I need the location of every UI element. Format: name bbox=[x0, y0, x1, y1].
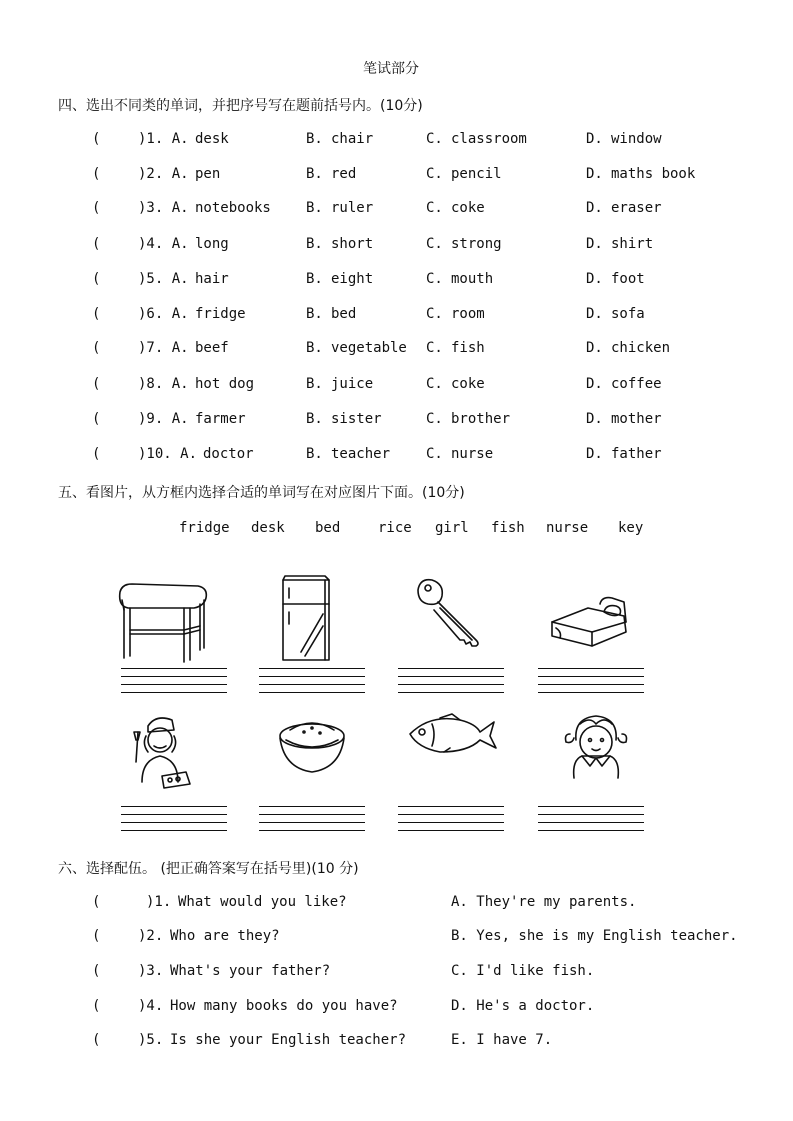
word-key: key bbox=[618, 520, 644, 536]
option-d-label: D. bbox=[586, 340, 603, 356]
option-a: doctor bbox=[203, 446, 254, 462]
answer-bracket[interactable]: ( bbox=[92, 131, 101, 147]
fridge-picture bbox=[279, 574, 335, 664]
option-c: fish bbox=[451, 340, 485, 356]
option-d-label: D. bbox=[586, 411, 603, 427]
option-c-label: C. bbox=[426, 376, 443, 392]
answer-lines-6[interactable] bbox=[259, 806, 365, 838]
question-number: )3. bbox=[138, 963, 164, 979]
option-b: ruler bbox=[331, 200, 374, 216]
answer-option: C. I'd like fish. bbox=[451, 963, 595, 979]
option-b-label: B. bbox=[306, 166, 323, 182]
question-text: What's your father? bbox=[170, 963, 331, 979]
option-d-label: D. bbox=[586, 306, 603, 322]
question-number: )1. bbox=[146, 894, 172, 910]
option-b-label: B. bbox=[306, 236, 323, 252]
answer-lines-2[interactable] bbox=[259, 668, 365, 700]
question-number: )8. A. bbox=[138, 376, 189, 392]
question-text: Is she your English teacher? bbox=[170, 1032, 407, 1048]
option-a: beef bbox=[195, 340, 229, 356]
word-bed: bed bbox=[315, 520, 341, 536]
nurse-picture bbox=[128, 712, 194, 792]
answer-bracket[interactable]: ( bbox=[92, 236, 101, 252]
page-title: 笔试部分 bbox=[363, 61, 419, 77]
answer-bracket[interactable]: ( bbox=[92, 411, 101, 427]
option-b: juice bbox=[331, 376, 374, 392]
option-c-label: C. bbox=[426, 200, 443, 216]
option-b-label: B. bbox=[306, 131, 323, 147]
option-b: vegetable bbox=[331, 340, 407, 356]
option-b-label: B. bbox=[306, 306, 323, 322]
answer-bracket[interactable]: ( bbox=[92, 998, 101, 1014]
option-c-label: C. bbox=[426, 166, 443, 182]
option-d: shirt bbox=[611, 236, 654, 252]
option-d: maths book bbox=[611, 166, 696, 182]
option-a: desk bbox=[195, 131, 229, 147]
option-d: eraser bbox=[611, 200, 662, 216]
answer-bracket[interactable]: ( bbox=[92, 1032, 101, 1048]
option-d: sofa bbox=[611, 306, 645, 322]
option-b-label: B. bbox=[306, 411, 323, 427]
rice-picture bbox=[276, 718, 348, 776]
question-number: )2. A. bbox=[138, 166, 189, 182]
option-c: nurse bbox=[451, 446, 494, 462]
option-a: hot dog bbox=[195, 376, 255, 392]
word-fish: fish bbox=[491, 520, 525, 536]
option-a: long bbox=[195, 236, 229, 252]
answer-bracket[interactable]: ( bbox=[92, 446, 101, 462]
word-fridge: fridge bbox=[179, 520, 230, 536]
question-text: How many books do you have? bbox=[170, 998, 398, 1014]
key-picture bbox=[414, 576, 486, 650]
option-d-label: D. bbox=[586, 271, 603, 287]
option-d: chicken bbox=[611, 340, 671, 356]
option-c: coke bbox=[451, 200, 485, 216]
answer-bracket[interactable]: ( bbox=[92, 963, 101, 979]
option-d: foot bbox=[611, 271, 645, 287]
answer-bracket[interactable]: ( bbox=[92, 271, 101, 287]
option-b-label: B. bbox=[306, 200, 323, 216]
option-c: coke bbox=[451, 376, 485, 392]
option-c-label: C. bbox=[426, 131, 443, 147]
answer-bracket[interactable]: ( bbox=[92, 166, 101, 182]
question-number: )1. A. bbox=[138, 131, 189, 147]
question-number: )5. bbox=[138, 1032, 164, 1048]
option-b-label: B. bbox=[306, 340, 323, 356]
option-b: short bbox=[331, 236, 374, 252]
word-desk: desk bbox=[251, 520, 285, 536]
option-b: sister bbox=[331, 411, 382, 427]
option-b-label: B. bbox=[306, 446, 323, 462]
word-rice: rice bbox=[378, 520, 412, 536]
option-c-label: C. bbox=[426, 411, 443, 427]
option-c: mouth bbox=[451, 271, 494, 287]
answer-bracket[interactable]: ( bbox=[92, 928, 101, 944]
option-d-label: D. bbox=[586, 236, 603, 252]
option-d: coffee bbox=[611, 376, 662, 392]
answer-option: B. Yes, she is my English teacher. bbox=[451, 928, 738, 944]
option-b-label: B. bbox=[306, 376, 323, 392]
option-b-label: B. bbox=[306, 271, 323, 287]
fish-picture bbox=[406, 714, 498, 754]
option-b: chair bbox=[331, 131, 374, 147]
question-number: )4. A. bbox=[138, 236, 189, 252]
answer-bracket[interactable]: ( bbox=[92, 200, 101, 216]
option-b: eight bbox=[331, 271, 374, 287]
answer-lines-7[interactable] bbox=[398, 806, 504, 838]
option-a: hair bbox=[195, 271, 229, 287]
option-d-label: D. bbox=[586, 200, 603, 216]
option-c-label: C. bbox=[426, 236, 443, 252]
answer-bracket[interactable]: ( bbox=[92, 306, 101, 322]
option-d: mother bbox=[611, 411, 662, 427]
option-c: strong bbox=[451, 236, 502, 252]
question-number: )7. A. bbox=[138, 340, 189, 356]
option-b: red bbox=[331, 166, 357, 182]
answer-lines-5[interactable] bbox=[121, 806, 227, 838]
option-b: bed bbox=[331, 306, 357, 322]
question-number: )3. A. bbox=[138, 200, 189, 216]
option-c: pencil bbox=[451, 166, 502, 182]
answer-bracket[interactable]: ( bbox=[92, 894, 101, 910]
answer-lines-4[interactable] bbox=[538, 668, 644, 700]
desk-picture bbox=[114, 580, 214, 664]
option-d-label: D. bbox=[586, 376, 603, 392]
section6-heading: 六、选择配伍。 (把正确答案写在括号里)(10 分) bbox=[58, 861, 359, 877]
option-a: farmer bbox=[195, 411, 246, 427]
option-d: window bbox=[611, 131, 662, 147]
question-number: )4. bbox=[138, 998, 164, 1014]
answer-option: A. They're my parents. bbox=[451, 894, 637, 910]
answer-option: D. He's a doctor. bbox=[451, 998, 595, 1014]
option-d-label: D. bbox=[586, 446, 603, 462]
bed-picture bbox=[548, 594, 630, 650]
answer-lines-3[interactable] bbox=[398, 668, 504, 700]
question-number: )10. A. bbox=[138, 446, 198, 462]
option-c-label: C. bbox=[426, 446, 443, 462]
word-girl: girl bbox=[435, 520, 469, 536]
question-text: Who are they? bbox=[170, 928, 280, 944]
option-a: notebooks bbox=[195, 200, 271, 216]
girl-picture bbox=[560, 712, 634, 780]
option-a: fridge bbox=[195, 306, 246, 322]
answer-lines-8[interactable] bbox=[538, 806, 644, 838]
option-c-label: C. bbox=[426, 306, 443, 322]
question-number: )2. bbox=[138, 928, 164, 944]
option-b: teacher bbox=[331, 446, 391, 462]
option-d-label: D. bbox=[586, 131, 603, 147]
option-c-label: C. bbox=[426, 271, 443, 287]
option-d-label: D. bbox=[586, 166, 603, 182]
option-c: classroom bbox=[451, 131, 527, 147]
question-number: )9. A. bbox=[138, 411, 189, 427]
question-text: What would you like? bbox=[178, 894, 347, 910]
answer-option: E. I have 7. bbox=[451, 1032, 553, 1048]
option-d: father bbox=[611, 446, 662, 462]
answer-bracket[interactable]: ( bbox=[92, 340, 101, 356]
section5-heading: 五、看图片，从方框内选择合适的单词写在对应图片下面。(10分) bbox=[58, 485, 465, 501]
question-number: )6. A. bbox=[138, 306, 189, 322]
question-number: )5. A. bbox=[138, 271, 189, 287]
option-c: brother bbox=[451, 411, 511, 427]
answer-bracket[interactable]: ( bbox=[92, 376, 101, 392]
option-c-label: C. bbox=[426, 340, 443, 356]
section4-heading: 四、选出不同类的单词，并把序号写在题前括号内。(10分) bbox=[58, 98, 423, 114]
answer-lines-1[interactable] bbox=[121, 668, 227, 700]
option-a: pen bbox=[195, 166, 221, 182]
option-c: room bbox=[451, 306, 485, 322]
word-nurse: nurse bbox=[546, 520, 589, 536]
